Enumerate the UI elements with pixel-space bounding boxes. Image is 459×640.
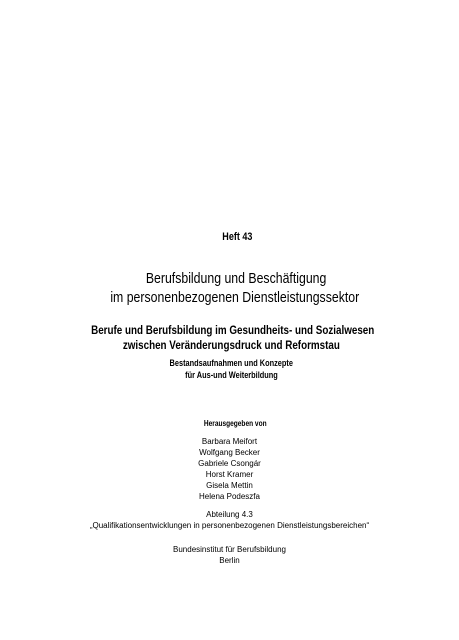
main-title-line-2-text: im personenbezogenen Dienstleistungssektor	[110, 289, 359, 306]
main-title-line-1	[7, 270, 459, 288]
editor-name: Helena Podeszfa	[199, 492, 260, 501]
issue-number-text: Heft 43	[222, 231, 253, 243]
subtitle-line-1-text: Berufe und Berufsbildung im Gesundheits- und Sozialwesen	[90, 323, 375, 337]
theme-line-2-text: für Aus-und Weiterbildung	[185, 370, 278, 380]
editor-name: Horst Kramer	[205, 470, 254, 479]
editors-label	[6, 419, 459, 428]
theme-line-1-text: Bestandsaufnahmen und Konzepte	[169, 358, 294, 368]
department-name: „Qualifikationsentwicklungen in personenbezogenen Dienstleistungsbereichen“	[89, 521, 370, 530]
institute-name: Bundesinstitut für Berufsbildung	[173, 545, 286, 554]
editor-name: Wolfgang Becker	[199, 448, 260, 457]
editors-label-text: Herausgegeben von	[204, 419, 267, 428]
city: Berlin	[219, 556, 240, 565]
subtitle-line-2	[2, 338, 459, 352]
editor-name: Gisela Mettin	[206, 481, 253, 490]
editor-name: Barbara Meifort	[201, 437, 258, 446]
theme-line-2	[2, 370, 459, 381]
department-number: Abteilung 4.3	[206, 510, 253, 519]
editor-name: Gabriele Csongár	[198, 459, 261, 468]
issue-number	[8, 231, 459, 243]
main-title-line-2	[5, 289, 459, 307]
subtitle-line-1	[3, 323, 459, 337]
theme-line-1	[2, 358, 459, 369]
main-title-line-1-text: Berufsbildung und Beschäftigung	[146, 270, 327, 287]
subtitle-line-2-text: zwischen Veränderungsdruck und Reformstau	[122, 338, 341, 352]
